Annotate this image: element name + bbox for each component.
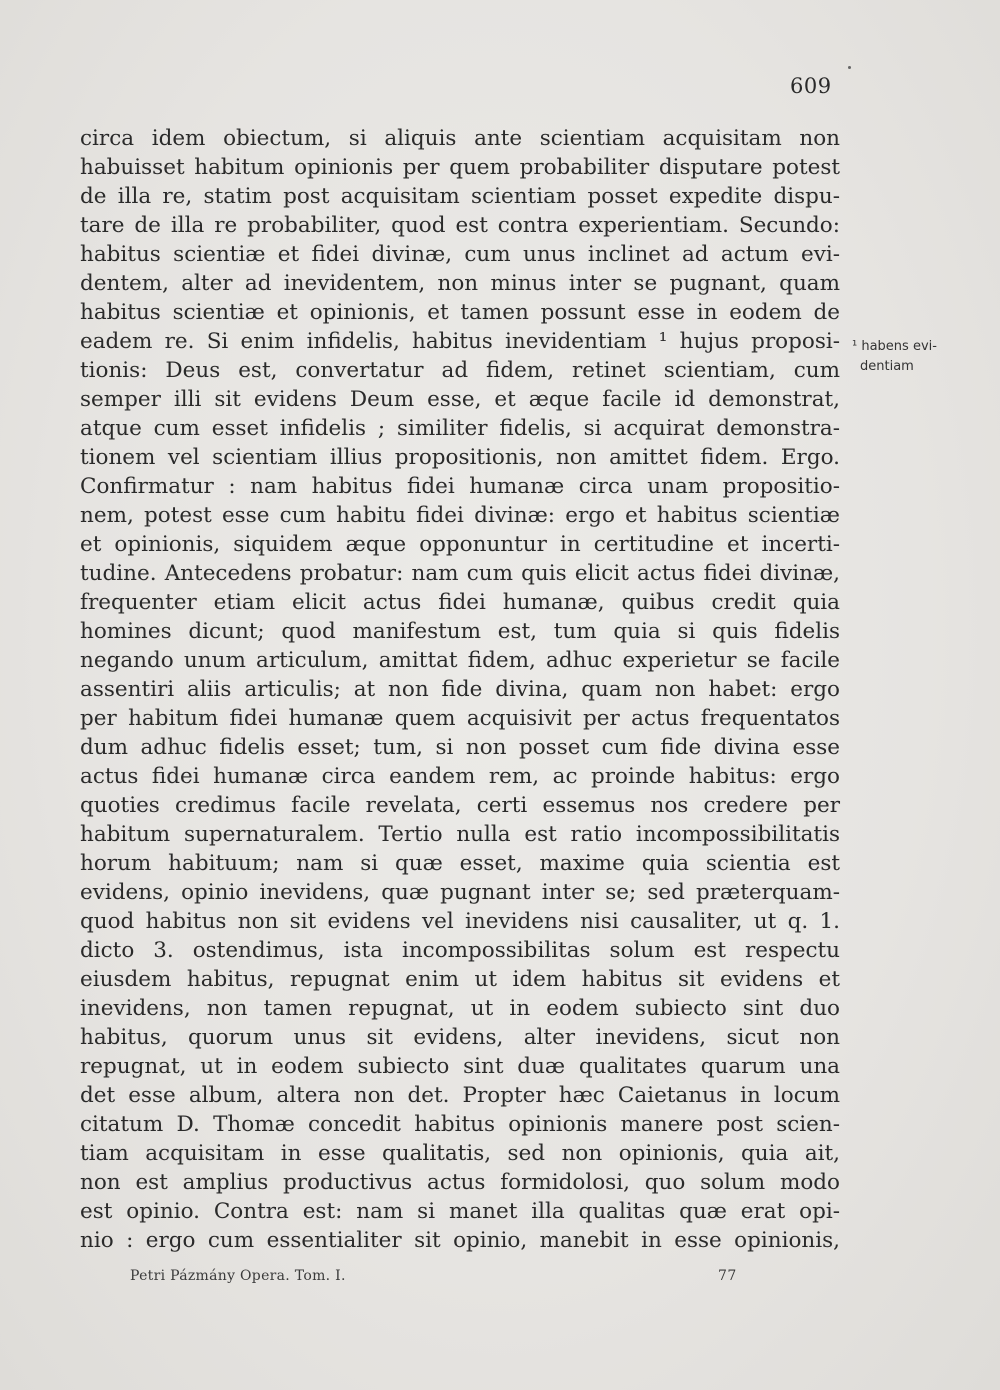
text-line: assentiri aliis articulis; at non fide divina, quam non habet: ergo: [80, 677, 840, 702]
text-line: quoties credimus facile revelata, certi essemus nos credere per: [80, 793, 840, 818]
text-line: Confirmatur : nam habitus fidei humanæ circa unam propositio-: [80, 474, 840, 499]
text-line: habitus, quorum unus sit evidens, alter inevidens, sicut non: [80, 1025, 840, 1050]
text-line: negando unum articulum, amittat fidem, adhuc experietur se facile: [80, 648, 840, 673]
text-line: quod habitus non sit evidens vel inevidens nisi causaliter, ut q. 1.: [80, 909, 840, 934]
text-line: semper illi sit evidens Deum esse, et æque facile id demonstrat,: [80, 387, 840, 412]
text-line: inevidens, non tamen repugnat, ut in eodem subiecto sint duo: [80, 996, 840, 1021]
text-line: tudine. Antecedens probatur: nam cum quis elicit actus fidei divinæ,: [80, 561, 840, 586]
text-line: evidens, opinio inevidens, quæ pugnant inter se; sed præterquam-: [80, 880, 840, 905]
marginal-note-line-2: dentiam: [860, 359, 914, 374]
text-line: habuisset habitum opinionis per quem probabiliter disputare potest: [80, 155, 840, 180]
text-line: nio : ergo cum essentialiter sit opinio, manebit in esse opinionis,: [80, 1228, 840, 1253]
text-line: non est amplius productivus actus formidolosi, quo solum modo: [80, 1170, 840, 1195]
text-line: eadem re. Si enim infidelis, habitus inevidentiam ¹ hujus proposi-: [80, 329, 840, 354]
text-line: de illa re, statim post acquisitam scientiam posset expedite dispu-: [80, 184, 840, 209]
marginal-note: [852, 337, 962, 377]
text-line: dum adhuc fidelis esset; tum, si non posset cum fide divina esse: [80, 735, 840, 760]
text-line: atque cum esset infidelis ; similiter fidelis, si acquirat demonstra-: [80, 416, 840, 441]
footer-book-title: Petri Pázmány Opera. Tom. I.: [130, 1268, 346, 1284]
text-line: eiusdem habitus, repugnat enim ut idem habitus sit evidens et: [80, 967, 840, 992]
text-line: dentem, alter ad inevidentem, non minus inter se pugnant, quam: [80, 271, 840, 296]
text-line: habitus scientiæ et fidei divinæ, cum unus inclinet ad actum evi-: [80, 242, 840, 267]
page-number: 609: [790, 74, 832, 98]
text-line: tionis: Deus est, convertatur ad fidem, retinet scientiam, cum: [80, 358, 840, 383]
text-line: tionem vel scientiam illius propositionis, non amittet fidem. Ergo.: [80, 445, 840, 470]
text-line: tiam acquisitam in esse qualitatis, sed non opinionis, quia ait,: [80, 1141, 840, 1166]
text-line: et opinionis, siquidem æque opponuntur in certitudine et incerti-: [80, 532, 840, 557]
text-line: det esse album, altera non det. Propter hæc Caietanus in locum: [80, 1083, 840, 1108]
text-line: circa idem obiectum, si aliquis ante scientiam acquisitam non: [80, 126, 840, 151]
text-line: habitum supernaturalem. Tertio nulla est ratio incompossibilitatis: [80, 822, 840, 847]
print-speck: [848, 66, 851, 69]
text-line: nem, potest esse cum habitu fidei divinæ: ergo et habitus scientiæ: [80, 503, 840, 528]
text-line: est opinio. Contra est: nam si manet illa qualitas quæ erat opi-: [80, 1199, 840, 1224]
text-line: citatum D. Thomæ concedit habitus opinionis manere post scien-: [80, 1112, 840, 1137]
text-line: horum habituum; nam si quæ esset, maxime quia scientia est: [80, 851, 840, 876]
text-line: dicto 3. ostendimus, ista incompossibilitas solum est respectu: [80, 938, 840, 963]
text-line: homines dicunt; quod manifestum est, tum quia si quis fidelis: [80, 619, 840, 644]
text-line: per habitum fidei humanæ quem acquisivit per actus frequentatos: [80, 706, 840, 731]
body-text: [80, 124, 840, 1255]
marginal-note-line-1: ¹ habens evi-: [852, 339, 937, 354]
text-line: actus fidei humanæ circa eandem rem, ac proinde habitus: ergo: [80, 764, 840, 789]
text-line: frequenter etiam elicit actus fidei humanæ, quibus credit quia: [80, 590, 840, 615]
text-line: habitus scientiæ et opinionis, et tamen possunt esse in eodem de: [80, 300, 840, 325]
text-line: tare de illa re probabiliter, quod est contra experientiam. Secundo:: [80, 213, 840, 238]
footer-signature-number: 77: [718, 1268, 737, 1284]
text-line: repugnat, ut in eodem subiecto sint duæ qualitates quarum una: [80, 1054, 840, 1079]
